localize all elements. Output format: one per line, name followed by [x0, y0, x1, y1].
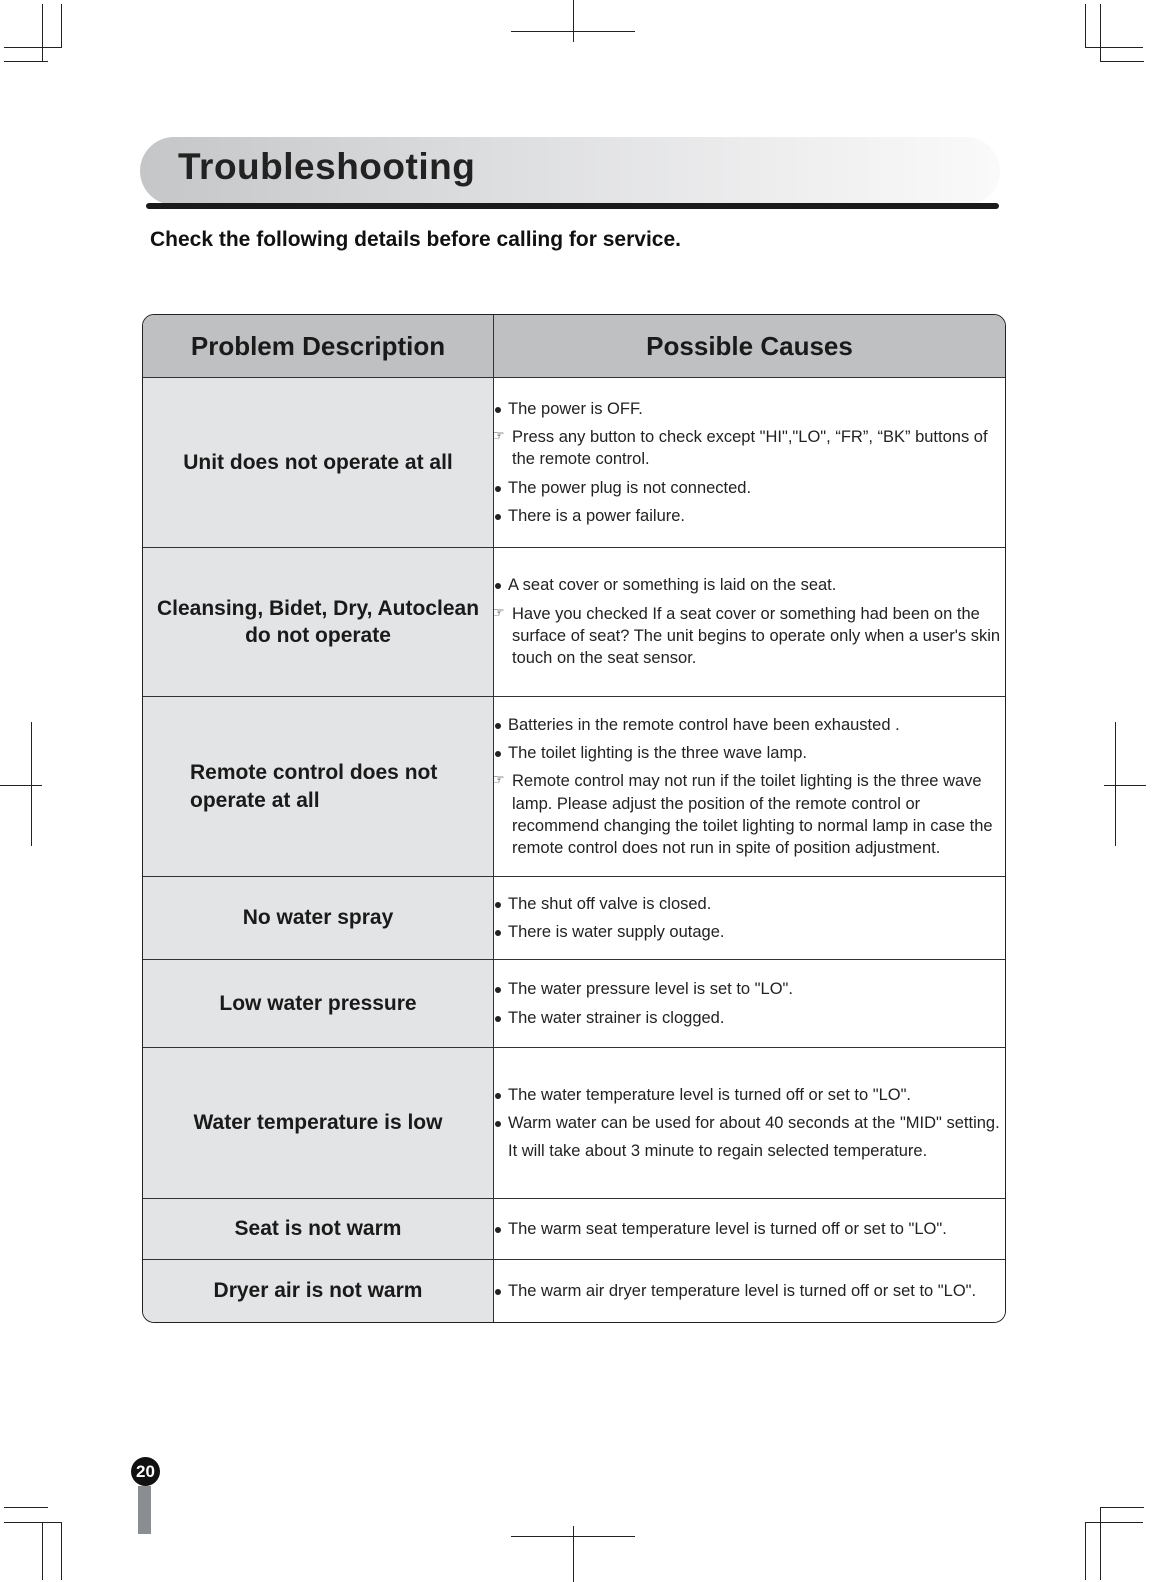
cause-item: The shut off valve is closed. — [494, 893, 1005, 915]
title-divider — [146, 203, 999, 209]
page-edge-tab — [138, 1486, 151, 1534]
cause-item: It will take about 3 minute to regain selected temperature. — [508, 1142, 928, 1161]
table-row — [143, 877, 1005, 960]
problem-description: Remote control does not operate at all — [143, 697, 494, 877]
cause-item: The toilet lighting is the three wave lamp. — [494, 742, 1005, 764]
possible-causes — [494, 697, 1005, 877]
problem-description: Cleansing, Bidet, Dry, Autoclean do not operate — [143, 548, 494, 697]
table-row — [143, 548, 1005, 697]
page-subtitle: Check the following details before calling for service. — [150, 228, 681, 251]
problem-description: No water spray — [143, 877, 494, 960]
cause-item: The water pressure level is set to "LO". — [494, 978, 1005, 1000]
problem-description: Dryer air is not warm — [143, 1260, 494, 1322]
possible-causes — [494, 548, 1005, 697]
possible-causes — [494, 1199, 1005, 1260]
problem-description: Water temperature is low — [143, 1048, 494, 1199]
causes-list — [494, 1218, 1005, 1240]
possible-causes — [494, 1048, 1005, 1199]
troubleshooting-table — [142, 314, 1006, 1323]
page-title: Troubleshooting — [178, 146, 476, 187]
causes-list — [494, 398, 1005, 527]
possible-causes — [494, 877, 1005, 960]
problem-description: Unit does not operate at all — [143, 378, 494, 548]
table-row — [143, 1048, 1005, 1199]
cause-item: The warm seat temperature level is turned off or set to "LO". — [494, 1218, 1005, 1240]
cause-item: There is a power failure. — [494, 505, 1005, 527]
note-item: ☞ Press any button to check except "HI","LO", “FR”, “BK” buttons of the remote control. — [494, 426, 1005, 471]
causes-list — [494, 574, 1005, 669]
causes-list — [494, 1280, 1005, 1302]
possible-causes — [494, 378, 1005, 548]
problem-description: Seat is not warm — [143, 1199, 494, 1260]
table-row — [143, 1260, 1005, 1322]
table-row — [143, 1199, 1005, 1260]
table-row — [143, 378, 1005, 548]
cause-item: A seat cover or something is laid on the seat. — [494, 574, 1005, 596]
causes-list — [494, 978, 1005, 1029]
note-item: ☞ Remote control may not run if the toilet lighting is the three wave lamp. Please adjust the position of the remote control or recommend changing the toilet lighting to normal lamp in case the remote control does not run in spite of position adjustment. — [494, 770, 1005, 859]
cause-item: Batteries in the remote control have been exhausted . — [494, 714, 1005, 736]
note-item: ☞ Have you checked If a seat cover or something had been on the surface of seat? The unit begins to operate only when a user's skin touch on the seat sensor. — [494, 603, 1005, 670]
cause-item: There is water supply outage. — [494, 921, 1005, 943]
header-possible-causes: Possible Causes — [494, 315, 1005, 378]
possible-causes — [494, 960, 1005, 1048]
cause-item: The water temperature level is turned off or set to "LO". — [494, 1084, 1005, 1106]
table-body — [143, 378, 1005, 1322]
cause-item: Warm water can be used for about 40 seconds at the "MID" setting. — [494, 1112, 1005, 1134]
page-number: 20 — [131, 1457, 160, 1486]
table-row — [143, 960, 1005, 1048]
causes-list — [494, 1084, 1005, 1163]
problem-description: Low water pressure — [143, 960, 494, 1048]
table-row — [143, 697, 1005, 877]
cause-item: The power plug is not connected. — [494, 477, 1005, 499]
cause-item: The water strainer is clogged. — [494, 1007, 1005, 1029]
possible-causes — [494, 1260, 1005, 1322]
header-problem-description: Problem Description — [143, 315, 494, 378]
cause-item: The warm air dryer temperature level is turned off or set to "LO". — [494, 1280, 1005, 1302]
table-header-row — [143, 315, 1005, 378]
causes-list — [494, 714, 1005, 860]
causes-list — [494, 893, 1005, 944]
cause-item: The power is OFF. — [494, 398, 1005, 420]
